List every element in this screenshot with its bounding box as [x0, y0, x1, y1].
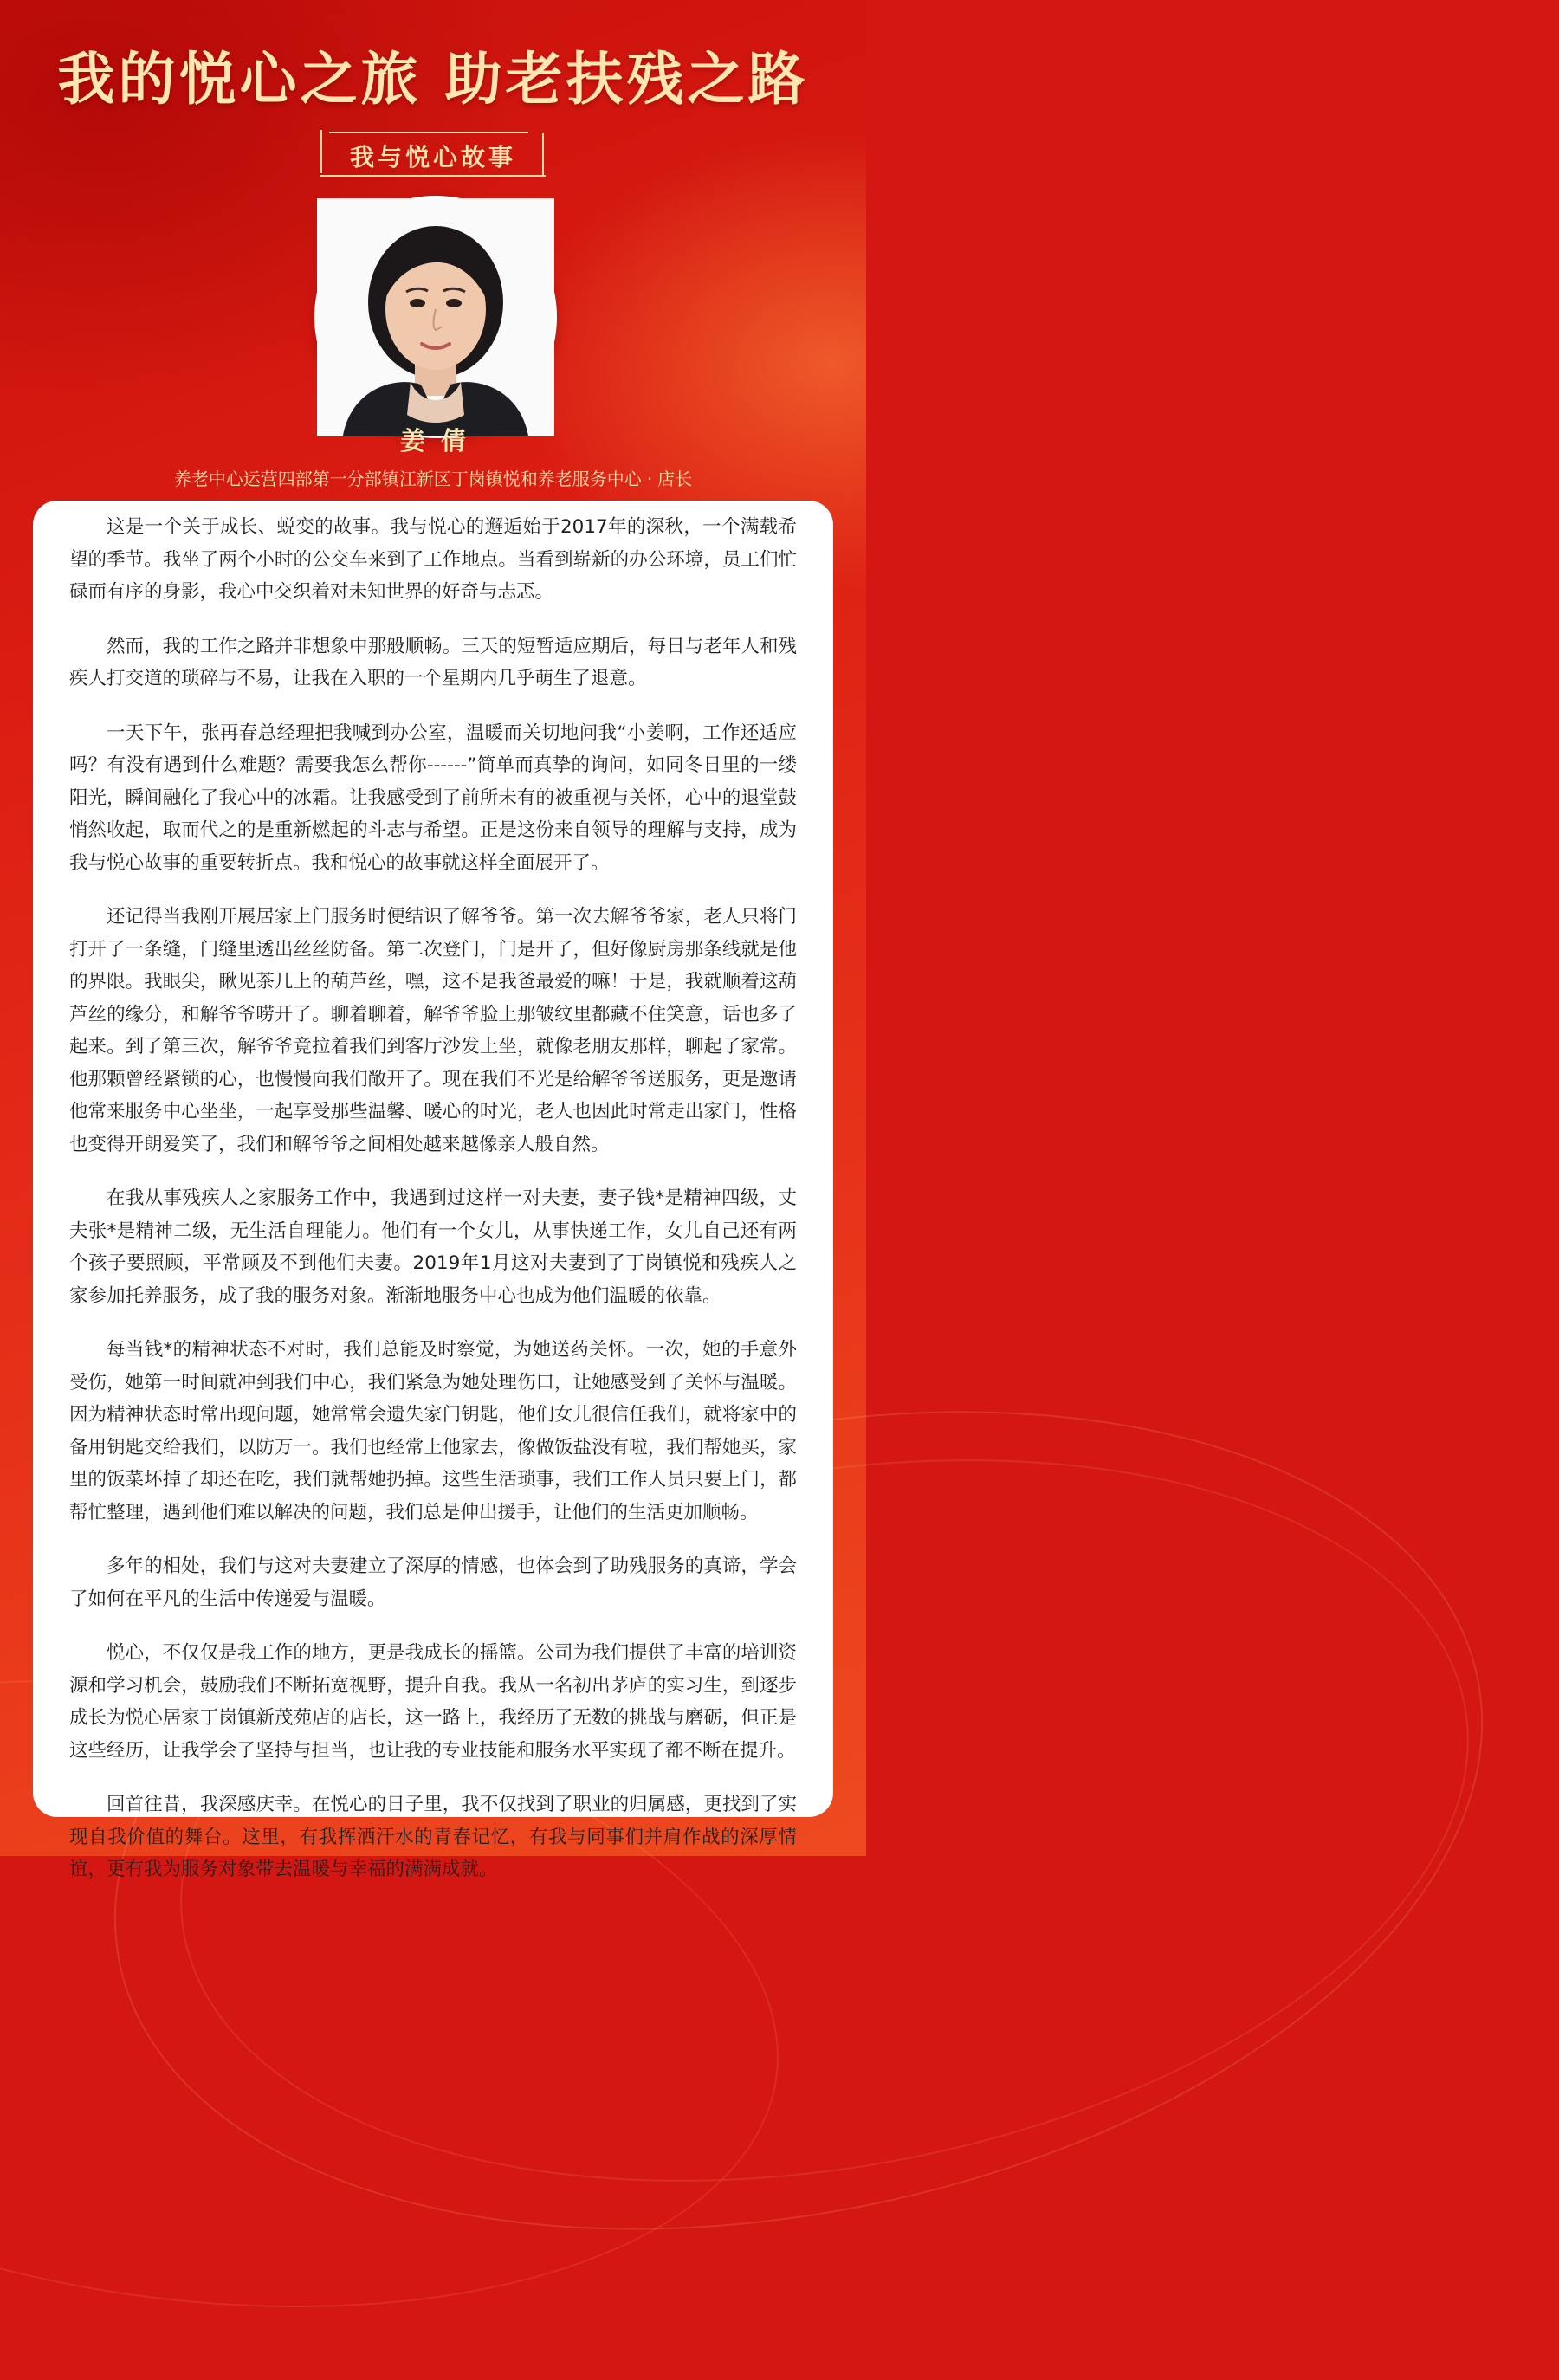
story-paragraph: 在我从事残疾人之家服务工作中，我遇到过这样一对夫妻，妻子钱*是精神四级，丈夫张*是精神二级，无生活自理能力。他们有一个女儿，从事快递工作，女儿自己还有两个孩子要照顾，平常顾及不到他们夫妻。2019年1月这对夫妻到了丁岗镇悦和残疾人之家参加托养服务，成了我的服务对象。渐渐地服务中心也成为他们温暖的依靠。 [69, 1187, 797, 1307]
profile-name: 姜倩 [399, 426, 482, 456]
avatar [314, 196, 557, 438]
story-paragraph: 悦心，不仅仅是我工作的地方，更是我成长的摇篮。公司为我们提供了丰富的培训资源和学习机会，鼓励我们不断拓宽视野，提升自我。我从一名初出茅庐的实习生，到逐步成长为悦心居家丁岗镇新茂苑店的店长，这一路上，我经历了无数的挑战与磨砺，但正是这些经历，让我学会了坚持与担当，也让我的专业技能和服务水平实现了都不断在提升。 [69, 1642, 797, 1762]
position-role: 店长 [657, 469, 693, 489]
page-title: 我的悦心之旅 助老扶残之路 [57, 45, 809, 113]
subtitle-banner [312, 132, 554, 175]
story-paragraph: 这是一个关于成长、蜕变的故事。我与悦心的邂逅始于2017年的深秋，一个满载希望的季节。我坐了两个小时的公交车来到了工作地点。当看到崭新的办公环境，员工们忙碌而有序的身影，我心中交织着对未知世界的好奇与忐忑。 [69, 516, 797, 603]
banner-line [329, 132, 528, 133]
position-org: 养老中心运营四部第一分部镇江新区丁岗镇悦和养老服务中心 [173, 469, 642, 489]
story-card [33, 501, 833, 1880]
portrait-photo-icon [317, 198, 554, 436]
story-paragraph: 然而，我的工作之路并非想象中那般顺畅。三天的短暂适应期后，每日与老年人和残疾人打交道的琐碎与不易，让我在入职的一个星期内几乎萌生了退意。 [69, 635, 797, 689]
story-paragraph: 还记得当我刚开展居家上门服务时便结识了解爷爷。第一次去解爷爷家，老人只将门打开了一条缝，门缝里透出丝丝防备。第二次登门，门是开了，但好像厨房那条线就是他的界限。我眼尖，瞅见茶几上的葫芦丝，嘿，这不是我爸最爱的嘛！于是，我就顺着这葫芦丝的缘分，和解爷爷唠开了。聊着聊着，解爷爷脸上那皱纹里都藏不住笑意，话也多了起来。到了第三次，解爷爷竟拉着我们到客厅沙发上坐，就像老朋友那样，聊起了家常。他那颗曾经紧锁的心，也慢慢向我们敞开了。现在我们不光是给解爷爷送服务，更是邀请他常来服务中心坐坐，一起享受那些温馨、暖心的时光，老人也因此时常走出家门，性格也变得开朗爱笑了，我们和解爷爷之间相处越来越像亲人般自然。 [69, 906, 797, 1155]
subtitle-text: 我与悦心故事 [349, 143, 516, 171]
profile-position [0, 465, 866, 490]
story-paragraph: 多年的相处，我们与这对夫妻建立了深厚的情感，也体会到了助残服务的真谛，学会了如何在平凡的生活中传递爱与温暖。 [69, 1555, 797, 1610]
story-paragraph: 回首往昔，我深感庆幸。在悦心的日子里，我不仅找到了职业的归属感，更找到了实现自我价值的舞台。这里，有我挥洒汗水的青春记忆，有我与同事们并肩作战的深厚情谊，更有我为服务对象带去温暖与幸福的满满成就。 [69, 1794, 797, 1880]
poster-background [0, 0, 866, 1880]
banner-line [320, 175, 546, 177]
story-paragraph: 每当钱*的精神状态不对时，我们总能及时察觉，为她送药关怀。一次，她的手意外受伤，她第一时间就冲到我们中心，我们紧急为她处理伤口，让她感受到了关怀与温暖。因为精神状态时常出现问题，她常常会遗失家门钥匙，他们女儿很信任我们，就将家中的备用钥匙交给我们，以防万一。我们也经常上他家去，像做饭盐没有啦，我们帮她买，家里的饭菜坏掉了却还在吃，我们就帮她扔掉。这些生活琐事，我们工作人员只要上门，都帮忙整理，遇到他们难以解决的问题，我们总是伸出援手，让他们的生活更加顺畅。 [69, 1339, 797, 1523]
story-paragraph: 一天下午，张再春总经理把我喊到办公室，温暖而关切地问我“小姜啊，工作还适应吗？有没有遇到什么难题？需要我怎么帮你------”简单而真挚的询问，如同冬日里的一缕阳光，瞬间融化了我心中的冰霜。让我感受到了前所未有的被重视与关怀，心中的退堂鼓悄然收起，取而代之的是重新燃起的斗志与希望。正是这份来自领导的理解与支持，成为我与悦心故事的重要转折点。我和悦心的故事就这样全面展开了。 [69, 721, 797, 874]
position-separator: · [646, 469, 653, 489]
